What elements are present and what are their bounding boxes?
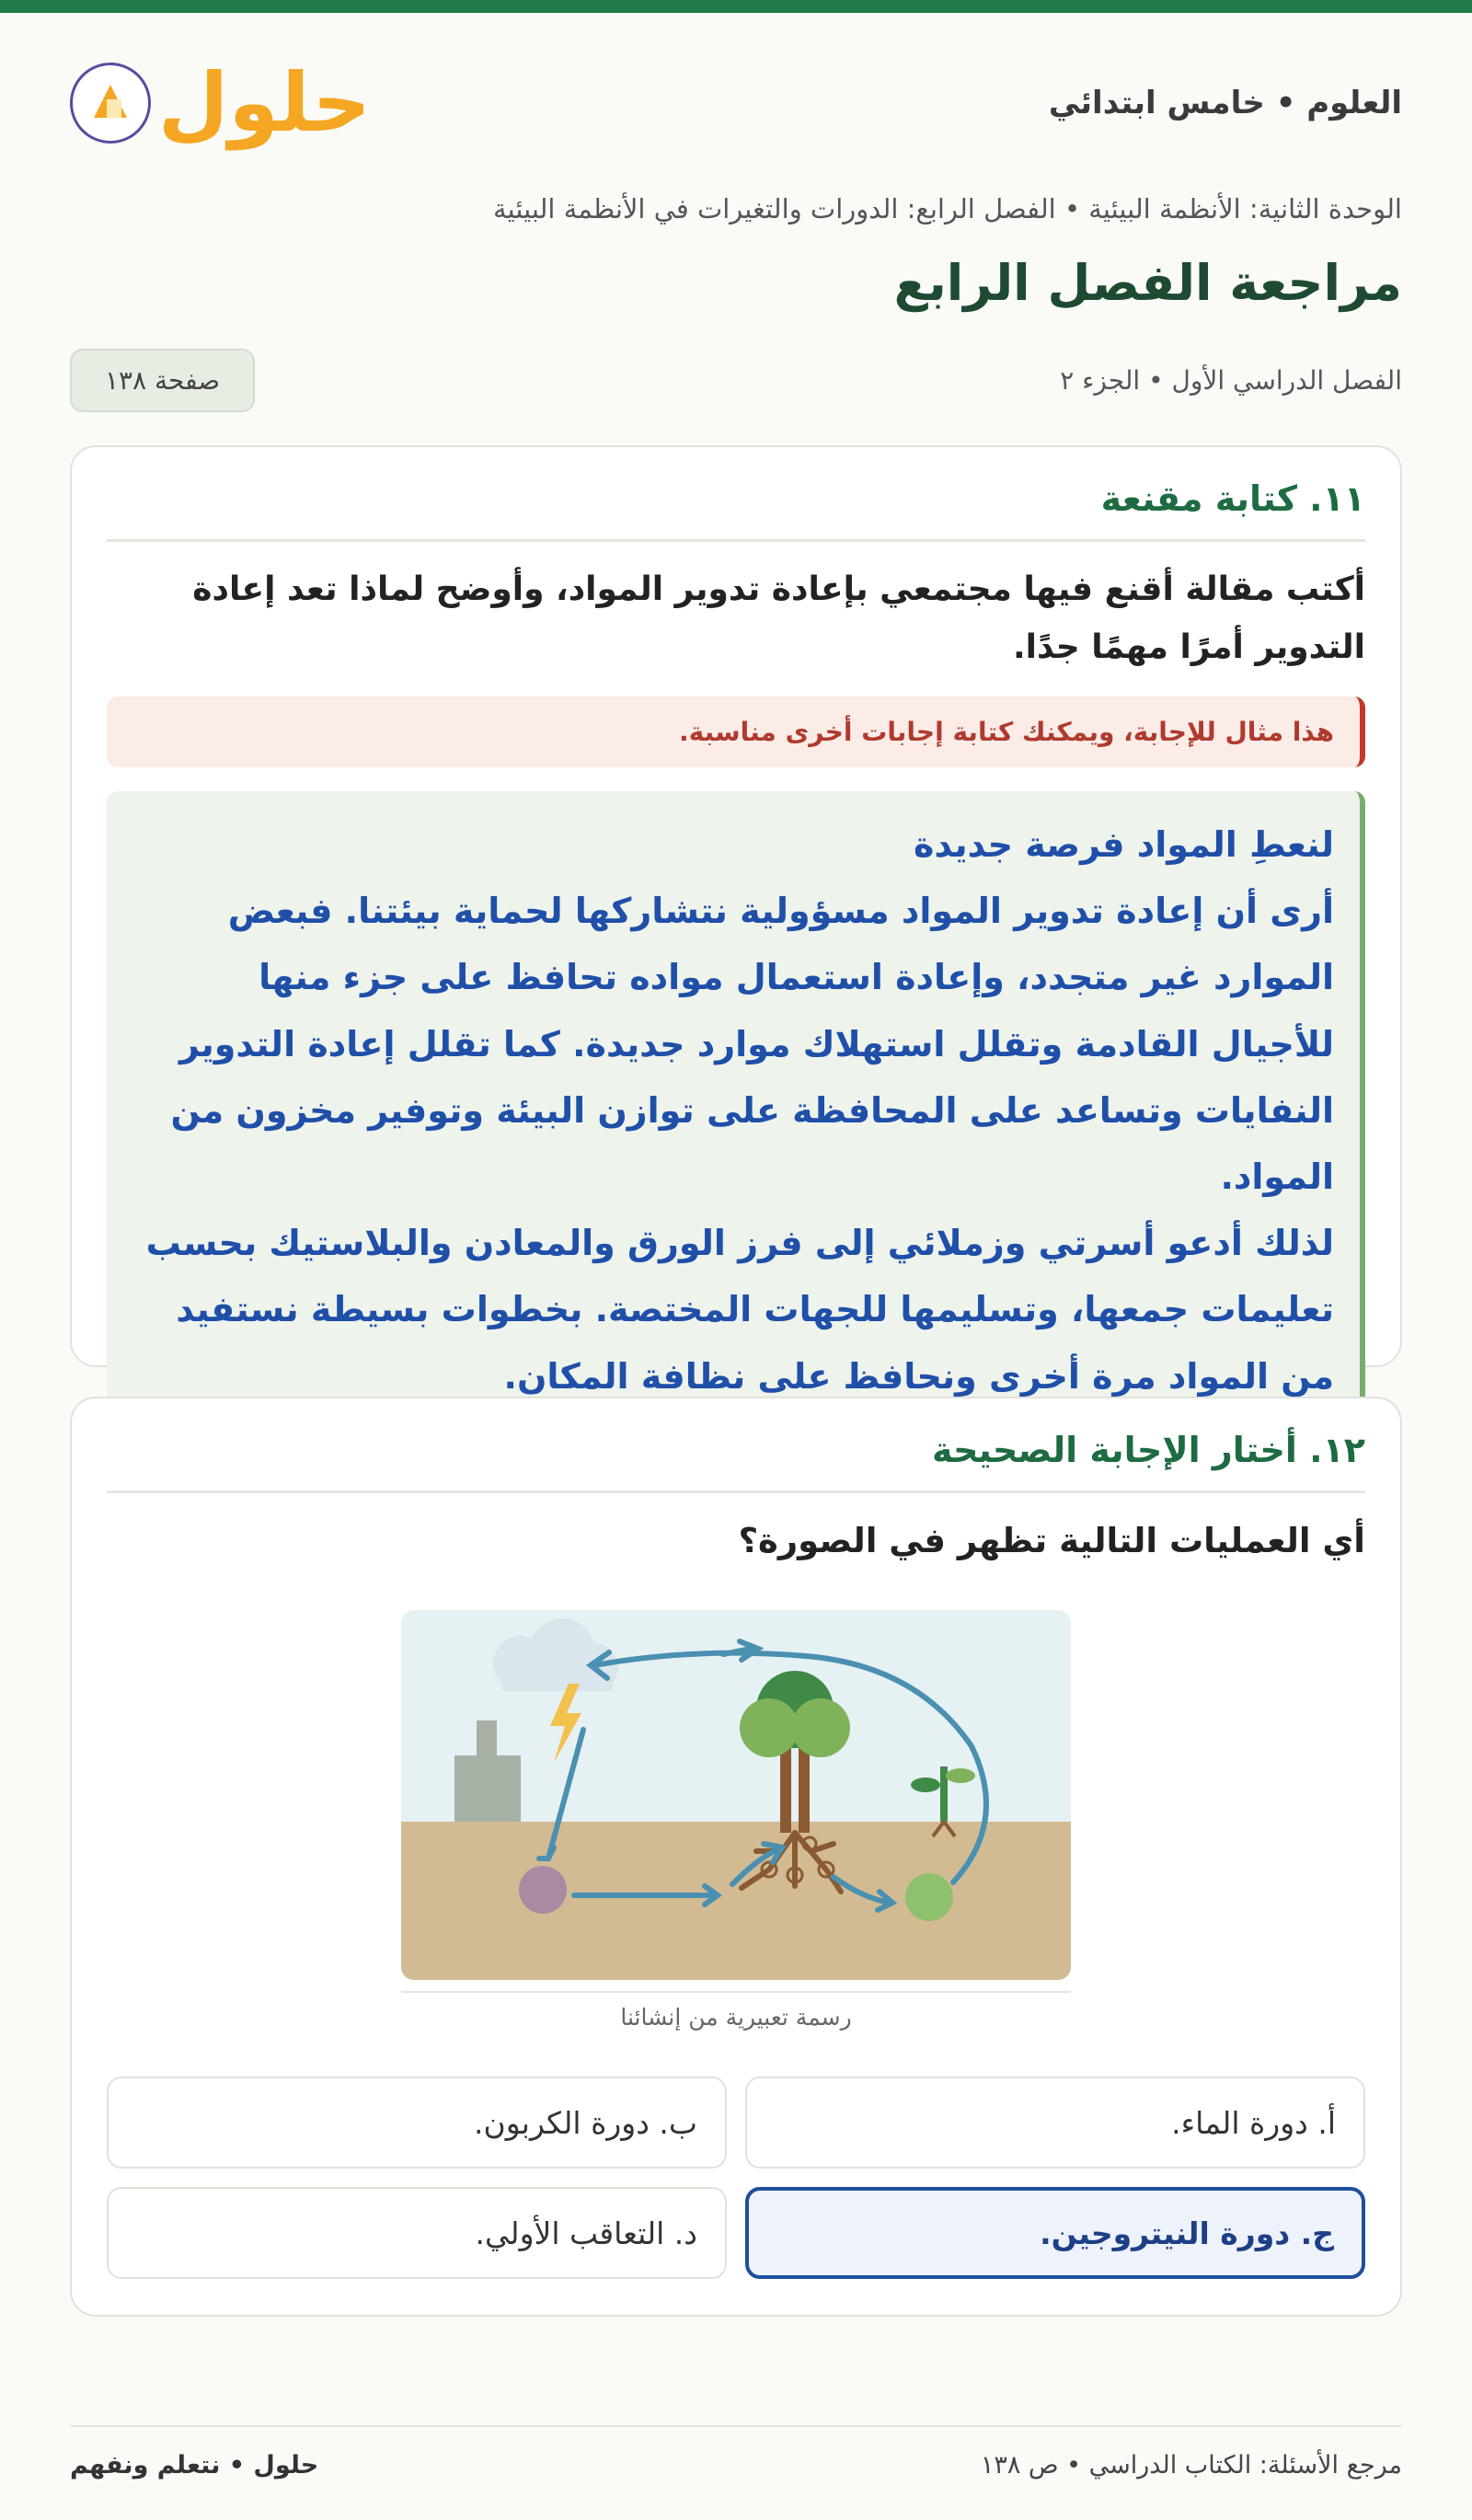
question-11-text: أكتب مقالة أقنع فيها مجتمعي بإعادة تدوير المواد، وأوضح لماذا تعد إعادة التدوير أمرًا مهمًا جدًا. <box>192 570 1365 666</box>
nitrogen-cycle-illustration <box>401 1610 1071 1980</box>
top-accent-bar <box>0 0 1472 13</box>
header <box>70 13 1402 193</box>
meta-row <box>70 349 1402 412</box>
question-12-text: أي العمليات التالية تظهر في الصورة؟ <box>738 1521 1365 1560</box>
option-a[interactable]: أ. دورة الماء. <box>745 2077 1365 2169</box>
plant-nitrogen-node <box>905 1873 953 1921</box>
logo-text: حلول <box>158 55 371 150</box>
logo-book-icon <box>70 63 151 144</box>
answer-title: لنعطِ المواد فرصة جديدة <box>913 824 1334 865</box>
question-11-card <box>70 445 1402 1397</box>
page-title: مراجعة الفصل الرابع <box>893 254 1402 312</box>
subject-title: العلوم • خامس ابتدائي <box>1048 85 1402 121</box>
option-c-correct[interactable]: ج. دورة النيتروجين. <box>745 2187 1365 2279</box>
answer-paragraph-2: لذلك أدعو أسرتي وزملائي إلى فرز الورق والمعادن والبلاستيك بحسب تعليمات جمعها، وتسليمها للجهات المختصة. بخطوات بسيطة نستفيد من المواد مرة أخرى ونحافظ على نظافة المكان. <box>145 1223 1334 1397</box>
answer-paragraph-1: أرى أن إعادة تدوير المواد مسؤولية نتشاركها لحماية بيئتنا. فبعض الموارد غير متجدد، وإعادة استعمال مواده تحافظ على جزء منها للأجيال القادمة وتقلل استهلاك موارد جديدة. كما تقلل إعادة التدوير النفايات وتساعد على المحافظة على توازن البيئة وتوفير مخزون من المواد. <box>170 891 1334 1197</box>
figure-caption: رسمة تعبيرية من إنشائنا <box>401 1991 1071 2031</box>
nitrogen-cycle-figure <box>401 1610 1071 2031</box>
soil-nitrogen-node <box>519 1866 567 1914</box>
footer <box>70 2425 1402 2480</box>
semester-label: الفصل الدراسي الأول • الجزء ٢ <box>1060 365 1402 396</box>
page-container <box>70 13 1402 2317</box>
question-11-title: ١١. كتابة مقنعة <box>107 478 1365 542</box>
option-b[interactable]: ب. دورة الكربون. <box>107 2077 727 2169</box>
footer-reference: مرجع الأسئلة: الكتاب الدراسي • ص ١٣٨ <box>980 2451 1402 2480</box>
question-12-card <box>70 1397 1402 2317</box>
option-d[interactable]: د. التعاقب الأولي. <box>107 2187 727 2279</box>
page-number-badge: صفحة ١٣٨ <box>70 349 255 412</box>
model-answer <box>107 791 1365 1430</box>
question-12-title: ١٢. أختار الإجابة الصحيحة <box>107 1430 1365 1493</box>
footer-brand: حلول • نتعلم ونفهم <box>70 2451 319 2480</box>
brand-logo[interactable] <box>70 55 371 150</box>
answer-options <box>107 2077 1365 2279</box>
answer-note: هذا مثال للإجابة، ويمكنك كتابة إجابات أخرى مناسبة. <box>107 696 1365 767</box>
breadcrumb: الوحدة الثانية: الأنظمة البيئية • الفصل الرابع: الدورات والتغيرات في الأنظمة البيئية <box>493 193 1402 224</box>
